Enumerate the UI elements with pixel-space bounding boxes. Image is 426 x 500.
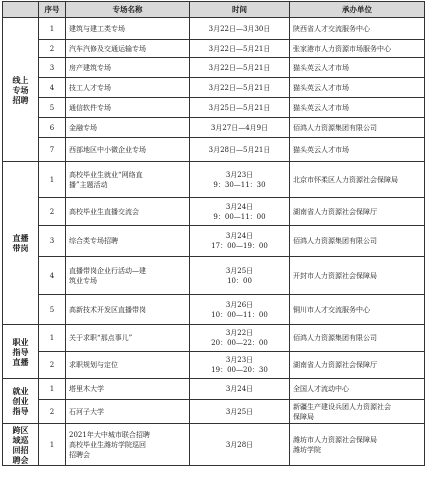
row-number: 7 (39, 138, 66, 162)
host-organization (290, 98, 425, 118)
cell-line: 3月22日—3月30日 (208, 24, 271, 33)
cell-line: 10：00 (227, 276, 252, 285)
session-name (66, 352, 190, 379)
session-time (190, 98, 290, 118)
cell-line: 石河子大学 (69, 407, 104, 416)
table-row (3, 58, 425, 78)
table-row (3, 198, 425, 226)
table-row (3, 424, 425, 466)
session-name (66, 98, 190, 118)
session-time (190, 58, 290, 78)
row-number: 2 (39, 352, 66, 379)
session-name (66, 162, 190, 198)
cell-line: 房产建筑专场 (69, 63, 111, 72)
row-number: 6 (39, 118, 66, 138)
row-number: 5 (39, 295, 66, 325)
table-row (3, 118, 425, 138)
cell-line: 建筑与建工类专场 (69, 24, 125, 33)
category-line: 指导 (12, 346, 29, 357)
cell-line: 猫头英云人才市场 (293, 63, 349, 72)
header-category (3, 2, 39, 18)
cell-line: 铜川市人才交流服务中心 (293, 305, 370, 314)
table-row (3, 40, 425, 58)
cell-line: 高新技术开发区直播带岗 (69, 305, 146, 314)
header-time: 时间 (190, 2, 290, 18)
host-organization (290, 226, 425, 257)
category-cell (3, 379, 39, 424)
host-organization (290, 379, 425, 400)
cell-line: 汽车汽修及交通运输专场 (69, 44, 146, 53)
row-number: 1 (39, 424, 66, 466)
host-organization (290, 58, 425, 78)
cell-line: 20：00—22：00 (211, 339, 268, 347)
session-time (190, 400, 290, 424)
table-row (3, 226, 425, 257)
cell-line: 技工人才专场 (69, 83, 111, 92)
cell-line: 求职规划与定位 (69, 361, 118, 369)
cell-line: 塔里木大学 (69, 385, 104, 393)
row-number: 4 (39, 257, 66, 295)
category-cell (3, 325, 39, 379)
table-row (3, 138, 425, 162)
category-line: 直播 (12, 356, 29, 367)
cell-line: 3月22日—5月21日 (208, 63, 271, 72)
header-name: 专场名称 (66, 2, 190, 18)
cell-line: 西部地区中小微企业专场 (69, 145, 146, 154)
row-number: 3 (39, 226, 66, 257)
cell-line: 3月23日 (225, 170, 254, 179)
category-line: 创业 (12, 396, 29, 406)
session-name (66, 257, 190, 295)
row-number: 3 (39, 58, 66, 78)
category-line: 跨区 (12, 424, 29, 435)
cell-line: 3月27日—4月9日 (210, 123, 269, 132)
header-num: 序号 (39, 2, 66, 18)
session-name (66, 226, 190, 257)
cell-line: 北京市怀柔区人力资源社会保障局 (293, 175, 398, 184)
cell-line: 3月24日 (225, 232, 254, 240)
cell-line: 3月26日 (225, 300, 254, 309)
cell-line: 猫头英云人才市场 (293, 83, 349, 92)
cell-line: 播”主题活动 (69, 180, 108, 189)
cell-line: 潍坊学院 (293, 445, 321, 454)
cell-line: 佰鸿人力资源集团有限公司 (293, 334, 377, 342)
session-time (190, 424, 290, 466)
table-row (3, 162, 425, 198)
session-name (66, 58, 190, 78)
session-time (190, 257, 290, 295)
cell-line: 9：00—11：00 (213, 212, 266, 221)
host-organization (290, 78, 425, 98)
host-organization (290, 118, 425, 138)
cell-line: 湖南省人力资源社会保障厅 (293, 361, 377, 369)
row-number: 2 (39, 198, 66, 226)
cell-line: 3月28日 (225, 440, 254, 449)
cell-line: 关于求职“那点事儿” (69, 334, 133, 342)
header-org: 承办单位 (290, 2, 425, 18)
table-row (3, 379, 425, 400)
row-number: 1 (39, 18, 66, 40)
category-cell (3, 424, 39, 466)
cell-line: 综合类专场招聘 (69, 237, 118, 245)
cell-line: 2021年大中城市联合招聘 (69, 430, 150, 439)
cell-line: 3月28日—5月21日 (208, 145, 271, 154)
host-organization (290, 424, 425, 466)
cell-line: 17：00—19：00 (211, 242, 268, 250)
host-organization (290, 18, 425, 40)
row-number: 2 (39, 400, 66, 424)
table-row (3, 78, 425, 98)
session-time (190, 78, 290, 98)
cell-line: 筑业专场 (69, 276, 97, 285)
cell-line: 9：30—11：30 (213, 180, 266, 189)
session-name (66, 78, 190, 98)
category-line: 招聘 (12, 94, 29, 105)
cell-line: 3月25日 (225, 266, 254, 275)
cell-line: 金融专场 (69, 123, 97, 132)
cell-line: 湖南省人力资源社会保障厅 (293, 207, 377, 216)
session-name (66, 424, 190, 466)
cell-line: 3月22日—5月21日 (208, 44, 271, 53)
session-name (66, 379, 190, 400)
session-name (66, 118, 190, 138)
cell-line: 猫头英云人才市场 (293, 145, 349, 154)
cell-line: 招聘会 (69, 450, 90, 459)
category-line: 聘会 (12, 454, 29, 465)
cell-line: 高校毕业生就业“网络直 (69, 170, 143, 179)
schedule-body (3, 18, 425, 466)
session-name (66, 18, 190, 40)
cell-line: 3月24日 (225, 202, 254, 211)
session-name (66, 295, 190, 325)
cell-line: 新疆生产建设兵团人力资源社会 (293, 402, 391, 411)
cell-line: 3月25日 (225, 407, 254, 416)
cell-line: 3月24日 (225, 385, 254, 393)
category-line: 域巡 (12, 434, 29, 445)
cell-line: 3月23日 (225, 356, 254, 364)
header-row (3, 2, 425, 18)
session-time (190, 198, 290, 226)
row-number: 1 (39, 379, 66, 400)
cell-line: 高校毕业生潍坊学院巡回 (69, 440, 146, 449)
cell-line: 开封市人力资源社会保障局 (293, 271, 377, 280)
table-row (3, 325, 425, 352)
cell-line: 佰鸿人力资源集团有限公司 (293, 237, 377, 245)
session-time (190, 379, 290, 400)
row-number: 1 (39, 325, 66, 352)
category-line: 回招 (12, 444, 29, 455)
host-organization (290, 138, 425, 162)
cell-line: 3月22日—5月21日 (208, 83, 271, 92)
category-line: 职业 (12, 336, 29, 347)
cell-line: 通信软件专场 (69, 103, 111, 112)
cell-line: 猫头英云人才市场 (293, 103, 349, 112)
cell-line: 高校毕业生直播交流会 (69, 207, 139, 216)
row-number: 4 (39, 78, 66, 98)
cell-line: 3月22日 (225, 329, 254, 337)
session-time (190, 118, 290, 138)
cell-line: 直播带岗企业行活动—建 (69, 266, 146, 275)
category-line: 带岗 (12, 243, 29, 253)
table-row (3, 98, 425, 118)
category-line: 线上 (12, 74, 29, 85)
session-time (190, 295, 290, 325)
table-row (3, 295, 425, 325)
category-cell (3, 162, 39, 325)
cell-line: 10：00—11：00 (211, 310, 268, 319)
host-organization (290, 325, 425, 352)
category-line: 直播 (12, 233, 29, 243)
category-line: 就业 (12, 386, 29, 396)
session-time (190, 352, 290, 379)
category-cell (3, 18, 39, 162)
table-row (3, 400, 425, 424)
row-number: 1 (39, 162, 66, 198)
row-number: 2 (39, 40, 66, 58)
session-name (66, 40, 190, 58)
cell-line: 19：00—20：30 (211, 366, 268, 374)
schedule-table (2, 1, 425, 466)
host-organization (290, 40, 425, 58)
host-organization (290, 257, 425, 295)
table-row (3, 257, 425, 295)
cell-line: 佰鸿人力资源集团有限公司 (293, 123, 377, 132)
cell-line: 全国人才流动中心 (293, 385, 349, 393)
session-name (66, 138, 190, 162)
session-time (190, 325, 290, 352)
category-line: 指导 (12, 406, 29, 416)
host-organization (290, 198, 425, 226)
host-organization (290, 400, 425, 424)
session-name (66, 325, 190, 352)
session-name (66, 198, 190, 226)
cell-line: 张家港市人力资源市场服务中心 (293, 44, 391, 53)
session-time (190, 18, 290, 40)
cell-line: 3月25日—5月21日 (208, 103, 271, 112)
cell-line: 陕西省人才交流服务中心 (293, 24, 370, 33)
session-time (190, 226, 290, 257)
cell-line: 潍坊市人力资源社会保障局 (293, 435, 377, 444)
session-name (66, 400, 190, 424)
session-time (190, 138, 290, 162)
session-time (190, 40, 290, 58)
host-organization (290, 352, 425, 379)
host-organization (290, 162, 425, 198)
category-line: 专场 (12, 84, 29, 95)
row-number: 5 (39, 98, 66, 118)
cell-line: 保障局 (293, 412, 314, 421)
host-organization (290, 295, 425, 325)
table-row (3, 18, 425, 40)
session-time (190, 162, 290, 198)
table-row (3, 352, 425, 379)
